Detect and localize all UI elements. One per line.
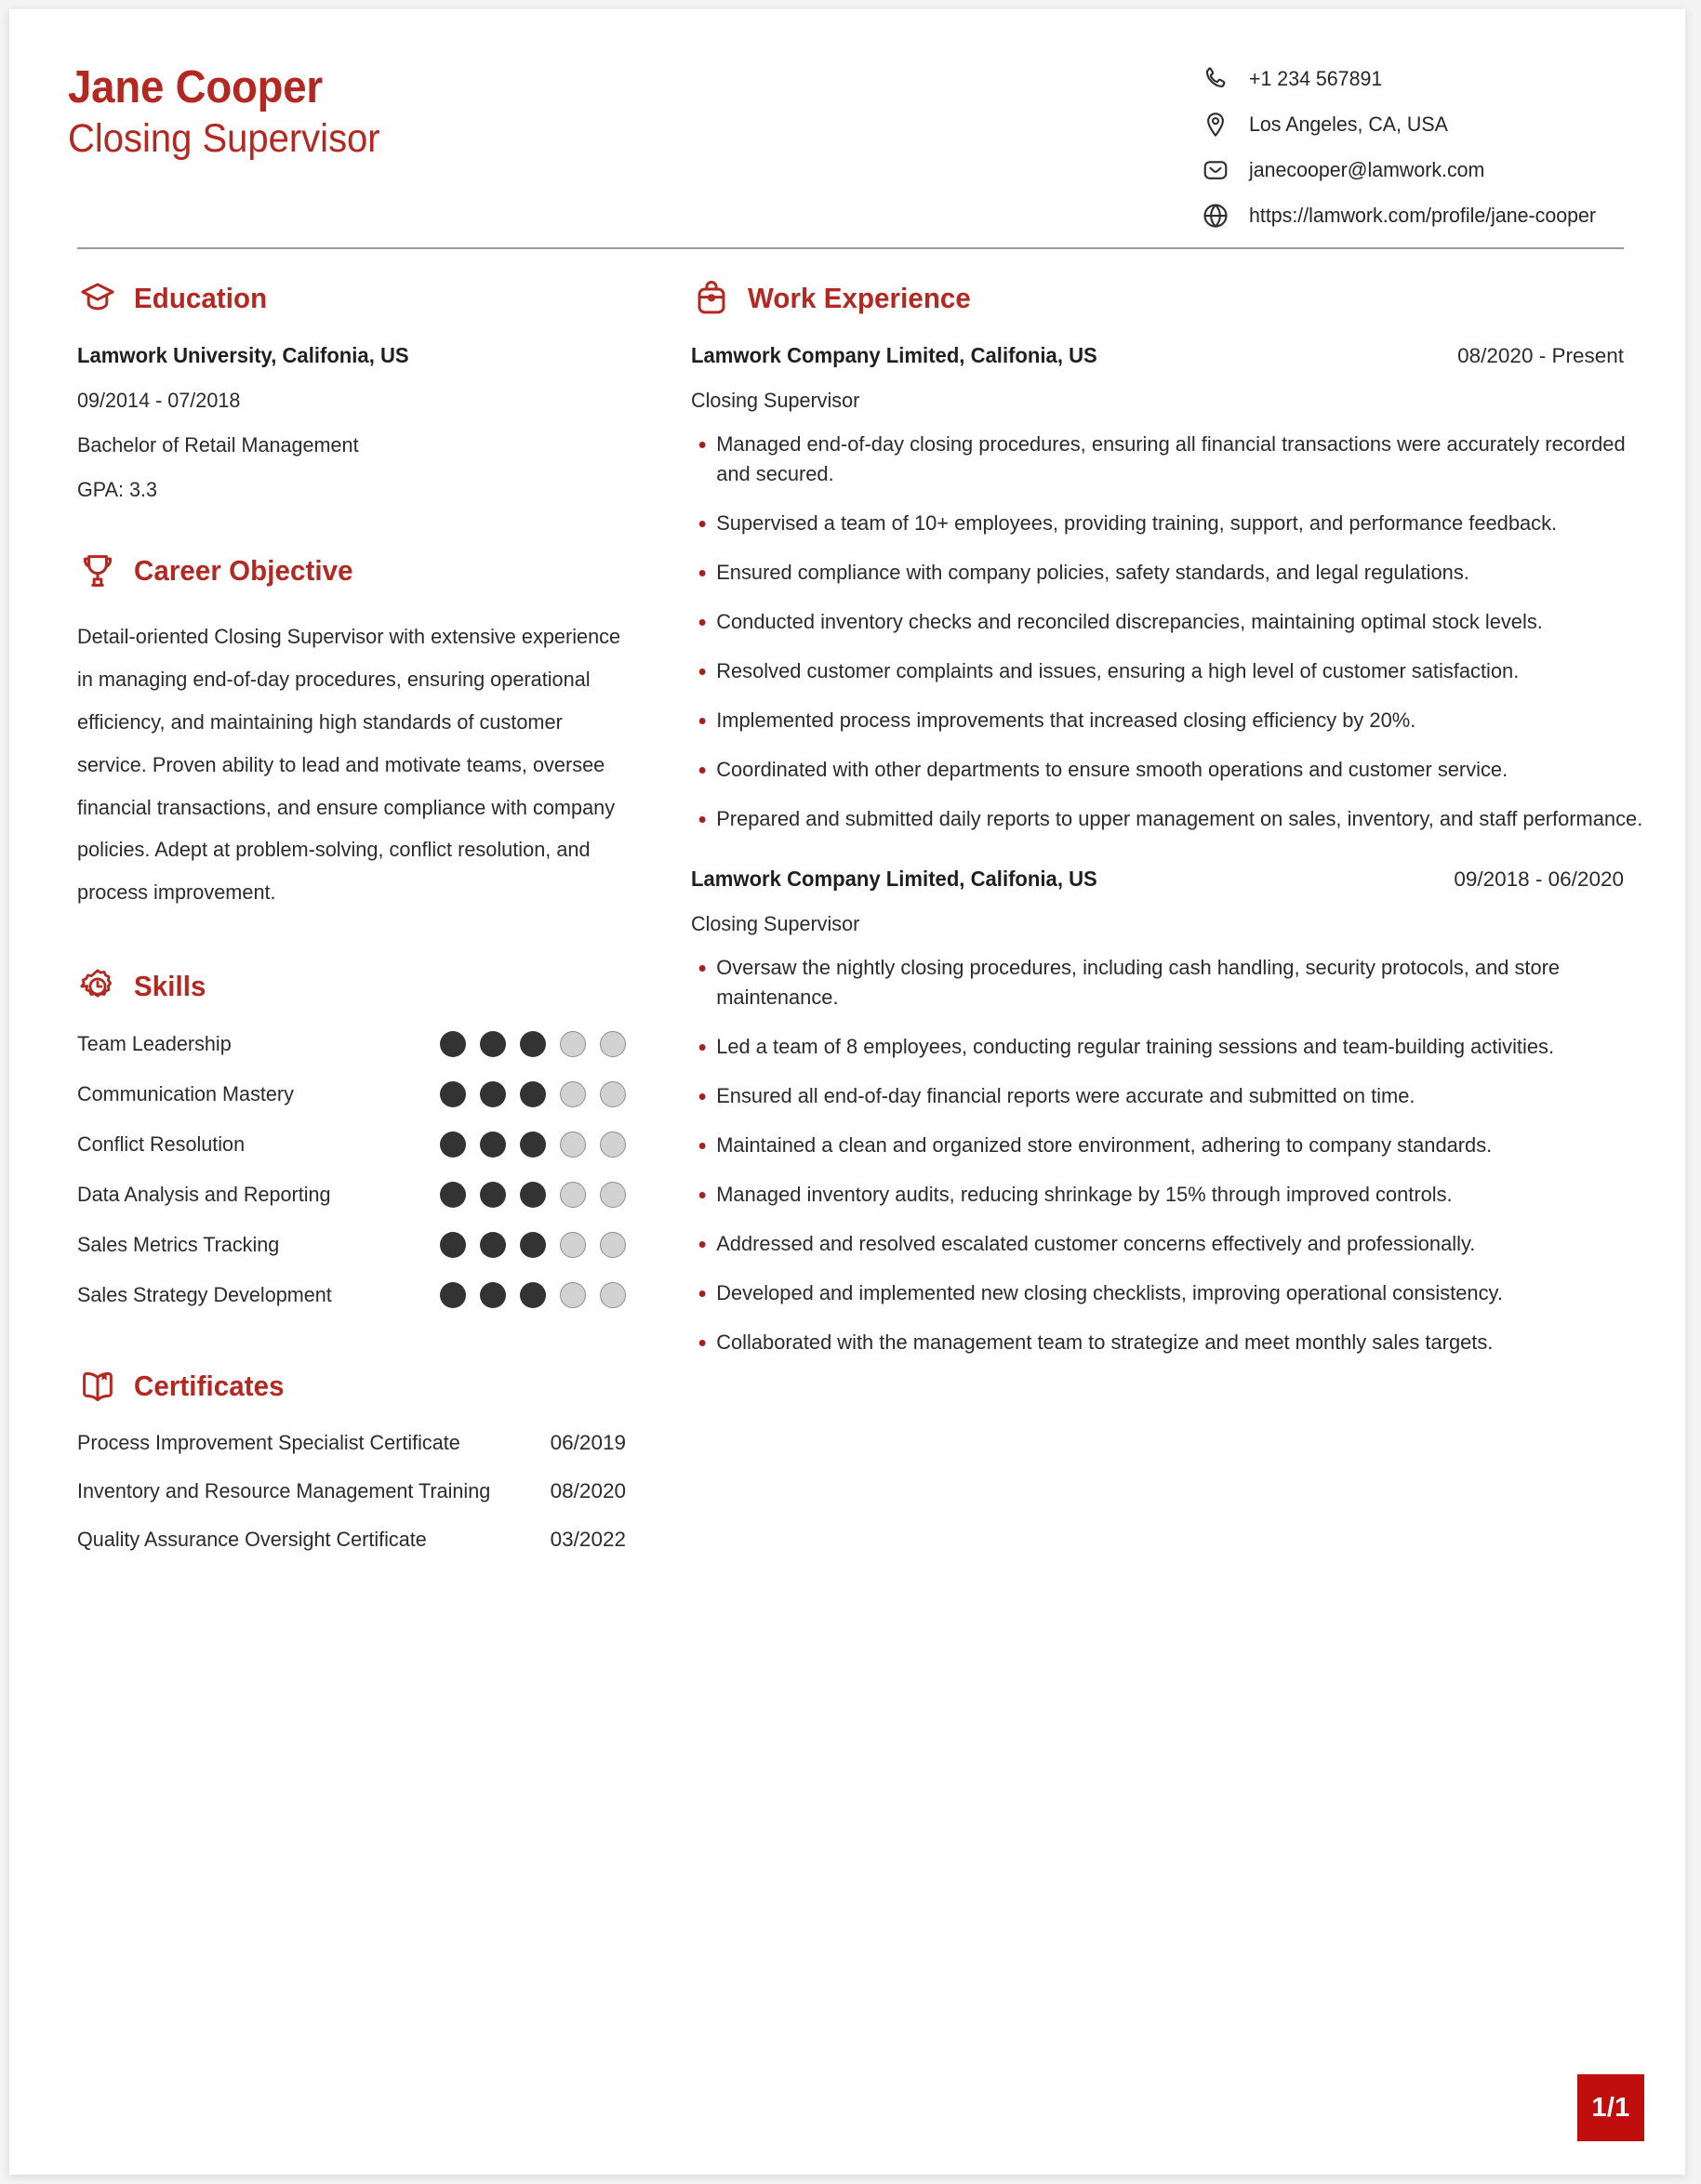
rating-dot [480, 1232, 506, 1258]
rating-dot [560, 1031, 586, 1057]
briefcase-icon [691, 278, 732, 319]
resume-header [9, 9, 1685, 230]
rating-dot [600, 1182, 626, 1208]
job-company: Lamwork Company Limited, Califonia, US [691, 343, 1097, 367]
rating-dot [520, 1282, 546, 1308]
job-bullet: Ensured compliance with company policies, safety standards, and legal regulations. [691, 558, 1649, 588]
page-number-badge [1577, 2074, 1644, 2141]
job-bullet: Supervised a team of 10+ employees, providing training, support, and performance feedback. [691, 509, 1649, 538]
job-bullet: Managed inventory audits, reducing shrinkage by 15% through improved controls. [691, 1180, 1649, 1210]
skill-name: Sales Strategy Development [77, 1283, 332, 1307]
rating-dot [480, 1282, 506, 1308]
section-work-experience [691, 278, 1643, 1357]
skill-row [77, 1031, 626, 1057]
rating-dot [560, 1282, 586, 1308]
skill-name: Conflict Resolution [77, 1132, 246, 1157]
rating-dot [520, 1031, 546, 1057]
rating-dot [520, 1132, 546, 1158]
career-objective-text: Detail-oriented Closing Supervisor with extensive experience in managing end-of-day procedures, ensuring operational efficiency, and maintaining high standards of customer service. Proven ability to lead and motivate teams, oversee financial transactions, and ensure compliance with company policies. Adept at problem-solving, conflict resolution, and process improvement. [77, 625, 621, 905]
email-icon [1201, 155, 1230, 185]
job-role: Closing Supervisor [691, 912, 860, 936]
contact-location-value: Los Angeles, CA, USA [1249, 113, 1448, 136]
section-certificates [77, 1366, 626, 1552]
contact-row-phone[interactable] [1201, 65, 1624, 93]
job-bullet: Prepared and submitted daily reports to upper management on sales, inventory, and staff performance. [691, 804, 1649, 834]
phone-icon [1201, 64, 1230, 94]
resume-body [9, 249, 1685, 1552]
skill-name: Team Leadership [77, 1032, 232, 1056]
rating-dot [560, 1081, 586, 1107]
job-bullet: Ensured all end-of-day financial reports were accurate and submitted on time. [691, 1081, 1649, 1111]
skill-name: Data Analysis and Reporting [77, 1183, 331, 1207]
section-header-certificates [77, 1366, 626, 1407]
job-bullet: Managed end-of-day closing procedures, ensuring all financial transactions were accurately recorded and secured. [691, 430, 1649, 489]
skill-rating [426, 1182, 626, 1208]
job-entry [691, 867, 1624, 1357]
trophy-icon [77, 550, 118, 591]
graduation-cap-icon [77, 278, 118, 319]
job-bullet: Developed and implemented new closing checklists, improving operational consistency. [691, 1278, 1649, 1308]
job-bullets [691, 430, 1643, 833]
rating-dot [600, 1232, 626, 1258]
skills-list [77, 1031, 626, 1308]
rating-dot [560, 1132, 586, 1158]
certificate-row [77, 1528, 626, 1552]
job-dates: 09/2018 - 06/2020 [1454, 867, 1624, 892]
job-bullet: Led a team of 8 employees, conducting regular training sessions and team-building activities. [691, 1032, 1649, 1062]
job-header [691, 867, 1624, 892]
education-degree: Bachelor of Retail Management [77, 433, 359, 457]
section-title-work-experience: Work Experience [748, 282, 971, 314]
left-column [77, 278, 626, 1552]
education-school: Lamwork University, Califonia, US [77, 343, 409, 367]
job-bullet: Coordinated with other departments to ensure smooth operations and customer service. [691, 755, 1649, 785]
section-title-skills: Skills [134, 970, 206, 1003]
rating-dot [560, 1232, 586, 1258]
job-bullets [691, 953, 1624, 1357]
rating-dot [600, 1132, 626, 1158]
rating-dot [520, 1232, 546, 1258]
contact-email-value: janecooper@lamwork.com [1249, 158, 1485, 181]
rating-dot [520, 1182, 546, 1208]
page-number-text: 1/1 [1591, 2092, 1630, 2123]
identity-block [68, 58, 404, 163]
certificate-name: Inventory and Resource Management Training [77, 1479, 491, 1503]
job-bullet: Conducted inventory checks and reconciled discrepancies, maintaining optimal stock levels. [691, 607, 1649, 637]
rating-dot [520, 1081, 546, 1107]
right-column [691, 278, 1643, 1357]
rating-dot [440, 1081, 466, 1107]
rating-dot [440, 1031, 466, 1057]
skill-name: Sales Metrics Tracking [77, 1233, 280, 1257]
certificate-row [77, 1431, 626, 1455]
contact-row-website[interactable] [1201, 202, 1624, 230]
job-role: Closing Supervisor [691, 389, 860, 412]
rating-dot [480, 1031, 506, 1057]
certificate-name: Quality Assurance Oversight Certificate [77, 1528, 427, 1552]
job-title: Closing Supervisor [68, 115, 380, 161]
spacer [77, 502, 626, 550]
contact-phone-value: +1 234 567891 [1249, 67, 1383, 90]
spacer [691, 833, 1624, 867]
rating-dot [480, 1081, 506, 1107]
skill-rating [426, 1031, 626, 1057]
rating-dot [440, 1132, 466, 1158]
job-company: Lamwork Company Limited, Califonia, US [691, 867, 1097, 892]
rating-dot [560, 1182, 586, 1208]
resume-page [9, 9, 1685, 2175]
section-title-certificates: Certificates [134, 1370, 285, 1403]
job-bullet: Maintained a clean and organized store environment, adhering to company standards. [691, 1131, 1649, 1160]
section-skills [77, 966, 626, 1308]
skill-rating [426, 1282, 626, 1308]
rating-dot [480, 1132, 506, 1158]
contact-website-value: https://lamwork.com/profile/jane-cooper [1249, 204, 1597, 227]
certificate-name: Process Improvement Specialist Certificate [77, 1431, 460, 1455]
section-education [77, 278, 626, 502]
skill-row [77, 1081, 626, 1107]
spacer [77, 1308, 626, 1366]
rating-dot [440, 1232, 466, 1258]
section-header-career-objective [77, 550, 626, 591]
contact-row-location[interactable] [1201, 111, 1624, 139]
job-entry [691, 343, 1643, 833]
skill-rating [426, 1081, 626, 1107]
section-header-skills [77, 966, 626, 1007]
rating-dot [480, 1182, 506, 1208]
job-bullet: Implemented process improvements that increased closing efficiency by 20%. [691, 706, 1649, 735]
section-title-career-objective: Career Objective [134, 554, 353, 587]
website-icon [1201, 201, 1230, 231]
rating-dot [600, 1081, 626, 1107]
skill-row [77, 1232, 626, 1258]
skill-rating [426, 1132, 626, 1158]
certificates-list [77, 1431, 626, 1552]
contact-row-email[interactable] [1201, 156, 1624, 184]
skill-row [77, 1132, 626, 1158]
skill-name: Communication Mastery [77, 1082, 294, 1106]
rating-dot [440, 1182, 466, 1208]
skill-row [77, 1282, 626, 1308]
rating-dot [600, 1031, 626, 1057]
certificate-row [77, 1479, 626, 1503]
section-career-objective [77, 550, 626, 914]
certificate-date: 08/2020 [550, 1479, 626, 1503]
job-bullet: Addressed and resolved escalated customer concerns effectively and professionally. [691, 1229, 1649, 1259]
location-icon [1201, 110, 1230, 139]
section-title-education: Education [134, 282, 268, 314]
spacer [77, 914, 626, 966]
page-title: Jane Cooper [68, 62, 323, 113]
rating-dot [440, 1282, 466, 1308]
skill-row [77, 1182, 626, 1208]
job-bullet: Resolved customer complaints and issues, ensuring a high level of customer satisfaction. [691, 656, 1649, 686]
education-gpa: GPA: 3.3 [77, 478, 158, 501]
rating-dot [600, 1282, 626, 1308]
job-bullet: Oversaw the nightly closing procedures, including cash handling, security protocols, and store maintenance. [691, 953, 1649, 1013]
education-dates: 09/2014 - 07/2018 [77, 389, 241, 412]
job-bullet: Collaborated with the management team to strategize and meet monthly sales targets. [691, 1328, 1649, 1357]
section-header-education [77, 278, 626, 319]
section-header-work-experience [691, 278, 1624, 319]
open-book-icon [77, 1366, 118, 1407]
job-header [691, 343, 1624, 368]
certificate-date: 03/2022 [550, 1528, 626, 1552]
contact-list [1201, 58, 1624, 230]
job-dates: 08/2020 - Present [1457, 344, 1624, 367]
gear-clock-icon [77, 966, 118, 1007]
certificate-date: 06/2019 [550, 1431, 626, 1455]
skill-rating [426, 1232, 626, 1258]
